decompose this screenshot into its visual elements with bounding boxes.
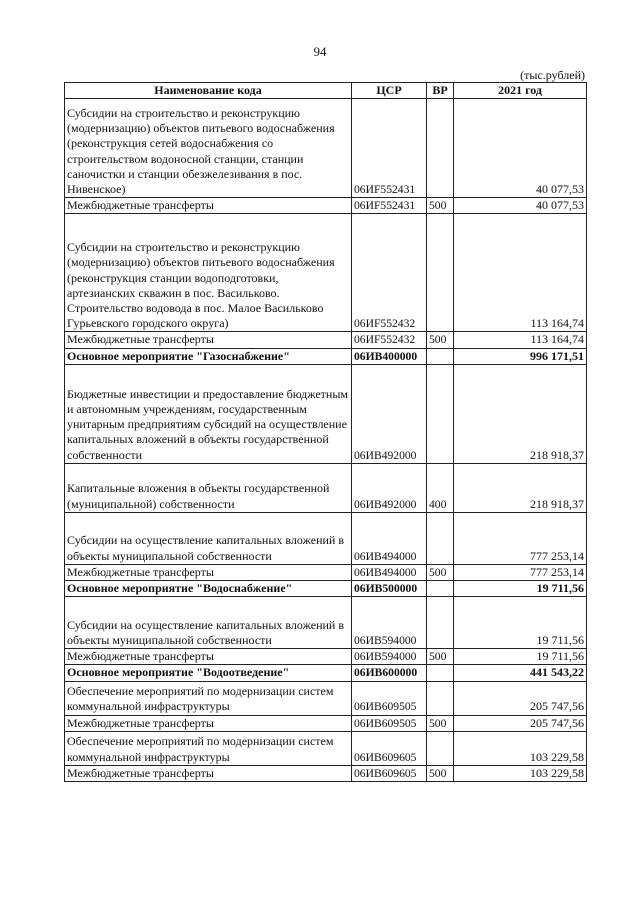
budget-table [64,82,587,782]
row-amount-cell: 218 918,37 [454,364,587,463]
row-vr-cell [427,364,454,463]
table-row [65,99,587,198]
row-name-cell: Субсидии на осуществление капитальных вложений в объекты муниципальной собственности [65,512,352,564]
table-row [65,731,587,765]
row-csr-cell: 06ИF552432 [352,332,427,348]
row-csr-cell: 06ИВ609505 [352,681,427,715]
row-vr-cell [427,214,454,332]
header-name: Наименование кода [65,83,352,99]
table-row [65,364,587,463]
row-csr-cell: 06ИВ500000 [352,581,427,597]
row-name-cell: Субсидии на осуществление капитальных вложений в объекты муниципальной собственности [65,597,352,649]
row-csr-cell: 06ИВ609605 [352,765,427,781]
row-vr-cell [427,512,454,564]
table-row [65,665,587,681]
row-amount-cell: 19 711,56 [454,597,587,649]
table-row [65,715,587,731]
row-amount-cell: 205 747,56 [454,681,587,715]
row-vr-cell: 500 [427,198,454,214]
row-vr-cell: 500 [427,765,454,781]
row-vr-cell [427,731,454,765]
table-row [65,765,587,781]
row-csr-cell: 06ИF552431 [352,99,427,198]
row-name-cell: Межбюджетные трансферты [65,715,352,731]
table-row [65,512,587,564]
row-name-cell: Обеспечение мероприятий по модернизации систем коммунальной инфраструктуры [65,681,352,715]
row-amount-cell: 777 253,14 [454,564,587,580]
row-vr-cell: 500 [427,715,454,731]
row-amount-cell: 40 077,53 [454,198,587,214]
table-row [65,597,587,649]
row-amount-cell: 103 229,58 [454,765,587,781]
row-name-cell: Капитальные вложения в объекты государственной (муниципальной) собственности [65,463,352,512]
row-amount-cell: 19 711,56 [454,581,587,597]
row-amount-cell: 996 171,51 [454,348,587,364]
row-amount-cell: 441 543,22 [454,665,587,681]
row-name-cell: Межбюджетные трансферты [65,649,352,665]
row-vr-cell: 500 [427,564,454,580]
table-row [65,198,587,214]
header-vr: ВР [427,83,454,99]
row-amount-cell: 777 253,14 [454,512,587,564]
row-vr-cell [427,597,454,649]
row-vr-cell [427,665,454,681]
row-vr-cell: 500 [427,332,454,348]
row-csr-cell: 06ИВ594000 [352,597,427,649]
row-name-cell: Субсидии на строительство и реконструкцию (модернизацию) объектов питьевого водоснабжения (реконструкция сетей водоснабжения со строительством водоносной станции, станции саночистки и станции обезжелезивания в пос. Нивенское) [65,99,352,198]
row-amount-cell: 113 164,74 [454,332,587,348]
row-name-cell: Основное мероприятие "Газоснабжение" [65,348,352,364]
row-csr-cell: 06ИВ492000 [352,364,427,463]
row-csr-cell: 06ИВ400000 [352,348,427,364]
row-vr-cell: 400 [427,463,454,512]
row-amount-cell: 103 229,58 [454,731,587,765]
row-name-cell: Основное мероприятие "Водоотведение" [65,665,352,681]
row-vr-cell [427,348,454,364]
row-name-cell: Обеспечение мероприятий по модернизации систем коммунальной инфраструктуры [65,731,352,765]
row-name-cell: Бюджетные инвестиции и предоставление бюджетным и автономным учреждениям, государственным унитарным предприятиям субсидий на осуществление капитальных вложений в объекты государственной собственности [65,364,352,463]
table-row [65,649,587,665]
table-row [65,581,587,597]
row-name-cell: Межбюджетные трансферты [65,198,352,214]
row-csr-cell: 06ИВ494000 [352,512,427,564]
row-amount-cell: 40 077,53 [454,99,587,198]
row-csr-cell: 06ИВ494000 [352,564,427,580]
units-label: (тыс.рублей) [520,68,585,82]
row-vr-cell [427,581,454,597]
row-vr-cell: 500 [427,649,454,665]
row-csr-cell: 06ИВ492000 [352,463,427,512]
row-csr-cell: 06ИВ609505 [352,715,427,731]
row-name-cell: Межбюджетные трансферты [65,332,352,348]
row-amount-cell: 19 711,56 [454,649,587,665]
row-csr-cell: 06ИF552431 [352,198,427,214]
table-row [65,564,587,580]
row-csr-cell: 06ИВ609605 [352,731,427,765]
row-csr-cell: 06ИF552432 [352,214,427,332]
header-amount: 2021 год [454,83,587,99]
row-amount-cell: 205 747,56 [454,715,587,731]
table-row [65,214,587,332]
row-amount-cell: 113 164,74 [454,214,587,332]
page-number: 94 [313,44,327,59]
row-name-cell: Межбюджетные трансферты [65,564,352,580]
table-body [65,99,587,782]
table-row [65,332,587,348]
table-row [65,348,587,364]
table-row [65,681,587,715]
row-name-cell: Субсидии на строительство и реконструкцию (модернизацию) объектов питьевого водоснабжения (реконструкция станции водоподготовки, артезианских скважин в пос. Васильково. Строительство водовода в пос. Малое Васильково Гурьевского городского округа) [65,214,352,332]
table-row [65,463,587,512]
row-vr-cell [427,99,454,198]
row-csr-cell: 06ИВ600000 [352,665,427,681]
table-header-row [65,83,587,99]
row-name-cell: Межбюджетные трансферты [65,765,352,781]
row-vr-cell [427,681,454,715]
row-csr-cell: 06ИВ594000 [352,649,427,665]
header-csr: ЦСР [352,83,427,99]
row-amount-cell: 218 918,37 [454,463,587,512]
row-name-cell: Основное мероприятие "Водоснабжение" [65,581,352,597]
